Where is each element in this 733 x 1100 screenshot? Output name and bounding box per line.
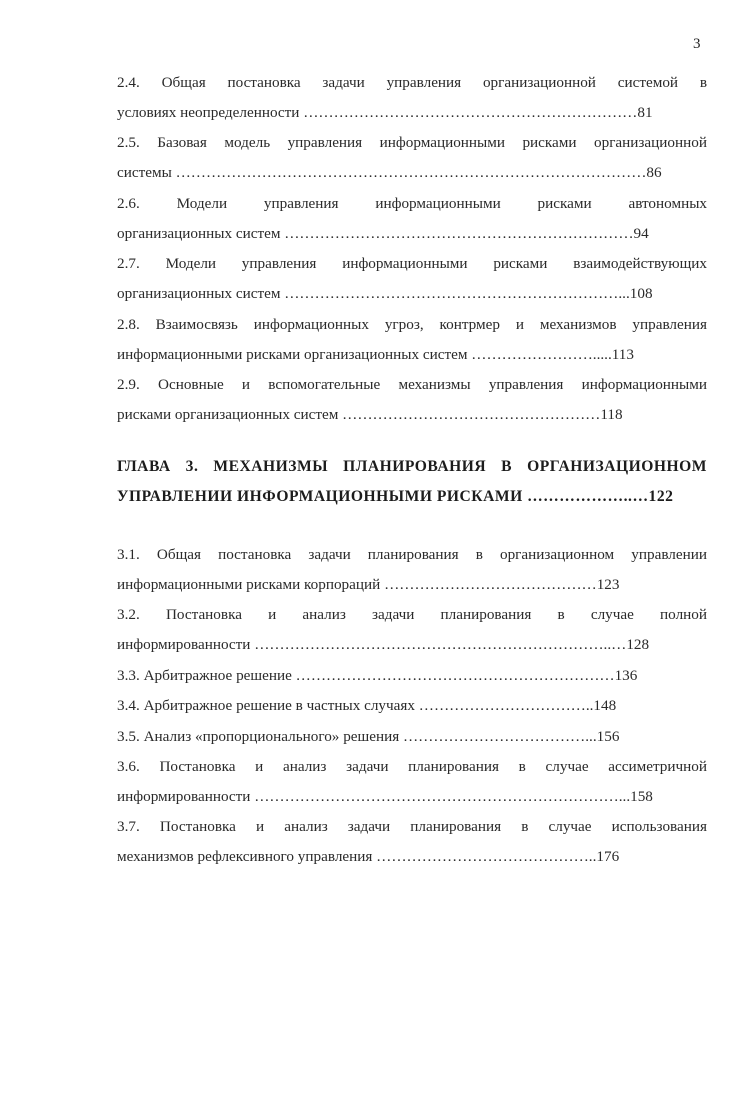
- chapter-3-heading: [117, 452, 707, 512]
- toc-entry-2-6: [117, 189, 707, 249]
- toc-entry-2-7: [117, 249, 707, 309]
- page-number: 3: [693, 36, 701, 52]
- toc-section-3: [117, 540, 707, 873]
- toc-entry-2-4: [117, 68, 707, 128]
- toc-entry-line: 2.7. Модели управления информационными рисками взаимодействующих: [117, 255, 707, 273]
- toc-entry-line: организационных систем …………………………………………………………...108: [117, 285, 653, 303]
- toc-entry-line: 3.5. Анализ «пропорционального» решения ………………………………...156: [117, 727, 620, 745]
- chapter-title-line: ГЛАВА 3. МЕХАНИЗМЫ ПЛАНИРОВАНИЯ В ОРГАНИЗАЦИОННОМ: [117, 458, 707, 475]
- toc-entry-line: системы …………………………………………………………………………………86: [117, 164, 662, 182]
- toc-entry-line: информационными рисками организационных систем …………………….....113: [117, 345, 634, 363]
- toc-entry-3-4: [117, 691, 707, 721]
- toc-section-2: [117, 68, 707, 430]
- toc-entry-3-5: [117, 722, 707, 752]
- toc-entry-3-7: [117, 812, 707, 872]
- toc-entry-2-8: [117, 310, 707, 370]
- toc-entry-line: 2.9. Основные и вспомогательные механизмы управления информационными: [117, 375, 707, 393]
- toc-entry-line: 3.4. Арбитражное решение в частных случаях ……………………………..148: [117, 697, 617, 715]
- toc-entry-3-3: [117, 661, 707, 691]
- toc-entry-3-2: [117, 600, 707, 660]
- toc-entry-3-6: [117, 752, 707, 812]
- toc-entry-line: информированности ……………………………………………………………..…128: [117, 636, 650, 654]
- toc-entry-line: механизмов рефлексивного управления ……………………………………..176: [117, 848, 620, 866]
- chapter-title-line: УПРАВЛЕНИИ ИНФОРМАЦИОННЫМИ РИСКАМИ ………………..…122: [117, 488, 674, 505]
- toc-entry-line: 2.8. Взаимосвязь информационных угроз, контрмер и механизмов управления: [117, 315, 707, 333]
- toc-entry-line: информированности ………………………………………………………………...158: [117, 787, 653, 805]
- toc-entry-2-9: [117, 370, 707, 430]
- toc-entry-line: рисками организационных систем ……………………………………………118: [117, 405, 623, 423]
- toc-entry-line: условиях неопределенности …………………………………………………………81: [117, 104, 653, 121]
- chapter-title: [117, 452, 707, 512]
- toc-entry-line: 3.3. Арбитражное решение ………………………………………………………136: [117, 666, 638, 684]
- toc-entry-line: 2.4. Общая постановка задачи управления организационной системой в: [117, 74, 707, 91]
- toc-entry-line: 2.5. Базовая модель управления информационными рисками организационной: [117, 134, 707, 152]
- toc-entry-line: 3.6. Постановка и анализ задачи планирования в случае ассиметричной: [117, 757, 707, 775]
- toc-entry-line: 3.2. Постановка и анализ задачи планирования в случае полной: [117, 606, 707, 624]
- toc-entry-line: 3.1. Общая постановка задачи планирования в организационном управлении: [117, 546, 707, 563]
- toc-entry-line: организационных систем ……………………………………………………………94: [117, 224, 649, 242]
- toc-entry-3-1: [117, 540, 707, 600]
- toc-entry-line: информационными рисками корпораций ……………………………………123: [117, 576, 620, 593]
- toc-entry-2-5: [117, 128, 707, 188]
- toc-entry-line: 3.7. Постановка и анализ задачи планирования в случае использования: [117, 818, 707, 836]
- toc-entry-line: 2.6. Модели управления информационными рисками автономных: [117, 194, 707, 212]
